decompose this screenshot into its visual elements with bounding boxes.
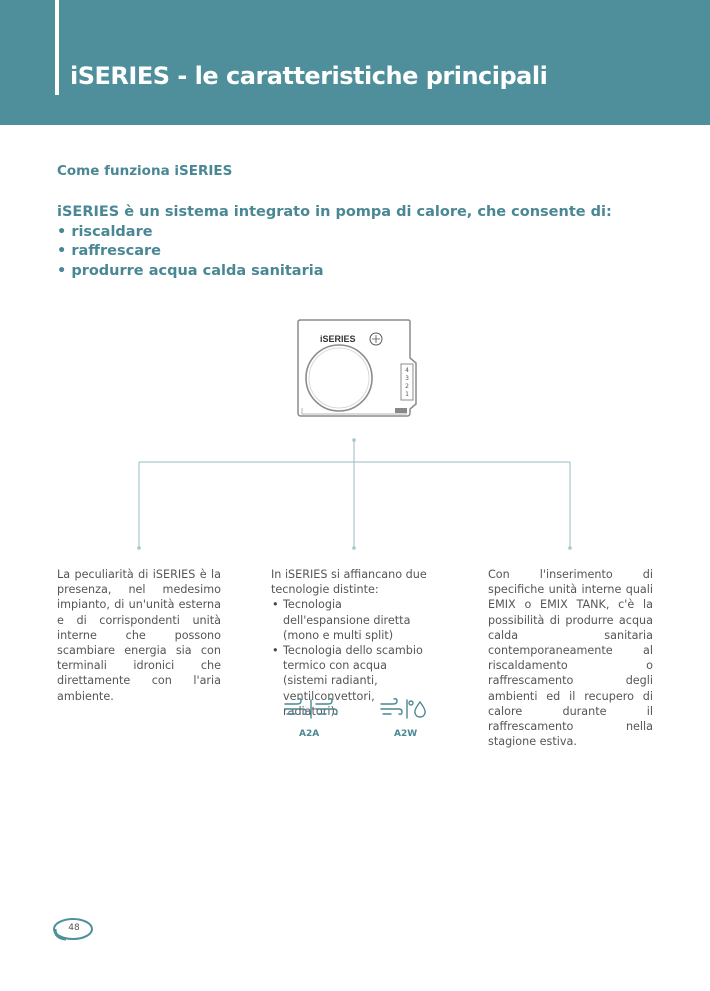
connector-node	[568, 546, 572, 550]
lead-bullet: • raffrescare	[57, 243, 161, 259]
page-header	[0, 0, 710, 125]
connector-node	[137, 546, 141, 550]
a2a-label: A2A	[299, 729, 320, 739]
lead-bullet: • riscaldare	[57, 223, 153, 240]
panel-number: 2	[405, 383, 409, 390]
list-item: • Tecnologia dello scambio termico con acqua (sistemi radianti, ventilconvettori, radiatori).	[271, 643, 431, 719]
header-accent-bar	[55, 0, 59, 95]
panel-number: 4	[405, 367, 409, 374]
column-middle	[271, 567, 431, 719]
lead-bullet: • produrre acqua calda sanitaria	[57, 262, 324, 279]
panel-number: 3	[405, 375, 409, 382]
air-to-air-icon	[283, 698, 339, 720]
connector-node	[352, 546, 356, 550]
list-item: • Tecnologia dell'espansione diretta (mono e multi split)	[271, 597, 431, 643]
section-subtitle: Come funziona iSERIES	[57, 163, 233, 179]
column-right-text: Con l'inserimento di specifiche unità interne quali EMIX o EMIX TANK, c'è la possibilità di produrre acqua calda sanitaria contemporaneamente al riscaldamento o raffrescamento degli ambienti ed il recupero di calore durante il raffrescamento nella stagione estiva.	[488, 568, 653, 749]
a2w-label: A2W	[394, 729, 418, 739]
unit-brand-logo: iSERIES	[320, 334, 356, 344]
connector-node	[352, 438, 356, 442]
page-number: 48	[68, 923, 80, 933]
column-left-text: La peculiarità di iSERIES è la presenza, nel medesimo impianto, di un'unità esterna e di corrispondenti unità interne che possono scambiare energia sia con terminali idronici che direttamente con l'aria ambiente.	[57, 568, 221, 703]
page-title: iSERIES - le caratteristiche principali	[70, 62, 548, 90]
connector-lines	[139, 440, 570, 548]
column-middle-intro: In iSERIES si affiancano due tecnologie distinte:	[271, 568, 427, 597]
lead-block	[57, 203, 612, 281]
system-diagram	[0, 300, 710, 560]
outdoor-unit-illustration	[298, 320, 416, 416]
lead-sentence: iSERIES è un sistema integrato in pompa di calore, che consente di:	[57, 204, 612, 220]
air-to-water-icon	[379, 698, 429, 720]
panel-number: 1	[405, 391, 409, 398]
